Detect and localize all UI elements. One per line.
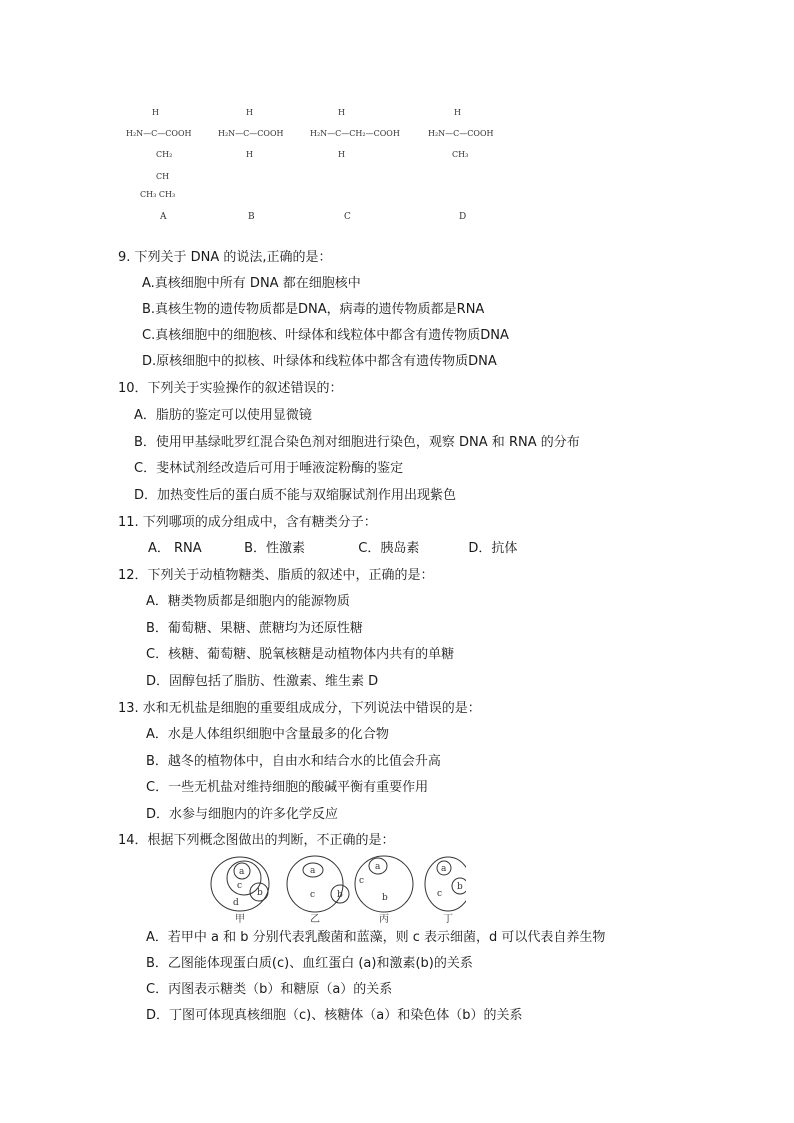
question-13-stem: 13. 水和无机盐是细胞的重要组成成分，下列说法中错误的是： — [118, 701, 481, 716]
structure-b-main: H₂N—C—COOH — [218, 129, 284, 138]
structure-a-label: A — [160, 212, 167, 222]
question-9-option-c: C.真核细胞中的细胞核、叶绿体和线粒体中都含有遗传物质DNA — [142, 328, 509, 343]
question-12-option-c: C．核糖、葡萄糖、脱氧核糖是动植物体内共有的单糖 — [146, 647, 455, 662]
question-14-option-b: B．乙图能体现蛋白质(c)、血红蛋白 (a)和激素(b)的关系 — [146, 956, 473, 971]
question-11-stem: 11. 下列哪项的成分组成中，含有糖类分子： — [118, 515, 377, 530]
diagram-yi-label-a: a — [310, 866, 316, 876]
question-9-option-b: B.真核生物的遗传物质都是DNA，病毒的遗传物质都是RNA — [142, 302, 485, 317]
diagram-bing-label-b: b — [382, 893, 388, 903]
concept-diagrams — [206, 852, 466, 924]
question-12-option-b: B．葡萄糖、果糖、蔗糖均为还原性糖 — [146, 621, 363, 636]
question-12-option-d: D．固醇包括了脂肪、性激素、维生素 D — [146, 674, 379, 689]
structure-d-main: H₂N—C—COOH — [428, 129, 494, 138]
structure-c-bottom: H — [338, 150, 345, 159]
diagram-jia-label-b: b — [257, 888, 263, 898]
question-14-option-d: D．丁图可体现真核细胞（c)、核糖体（a）和染色体（b）的关系 — [146, 1008, 523, 1023]
diagram-yi-label-c: c — [310, 890, 316, 900]
diagram-yi-outer-circle — [287, 856, 343, 912]
question-11-option-a: A． RNA — [148, 541, 202, 556]
structure-b-label: B — [248, 212, 255, 222]
diagram-jia-label-c: c — [237, 881, 243, 891]
diagram-jia-label-a: a — [239, 867, 245, 877]
question-12-stem: 12．下列关于动植物糖类、脂质的叙述中，正确的是： — [118, 568, 434, 583]
question-14-option-a: A．若甲中 a 和 b 分别代表乳酸菌和蓝藻，则 c 表示细菌，d 可以代表自养生物 — [146, 930, 606, 945]
structure-a-chain-2: CH — [156, 172, 170, 181]
structure-a-chain-1: CH₂ — [156, 150, 173, 159]
question-13-option-d: D．水参与细胞内的许多化学反应 — [146, 807, 339, 822]
diagram-ding-name: 丁 — [443, 914, 453, 924]
structure-a-chain-3: CH₃ CH₃ — [140, 190, 176, 199]
structure-d-bottom: CH₃ — [452, 150, 469, 159]
question-13-option-a: A．水是人体组织细胞中含量最多的化合物 — [146, 727, 389, 742]
diagram-yi-name: 乙 — [310, 914, 320, 924]
question-14-stem: 14．根据下列概念图做出的判断，不正确的是： — [118, 833, 395, 848]
diagram-ding-label-a: a — [441, 864, 447, 874]
question-10-stem: 10．下列关于实验操作的叙述错误的： — [118, 381, 343, 396]
diagram-ding-label-b: b — [457, 882, 463, 892]
structure-b-bottom: H — [246, 150, 253, 159]
diagram-bing-label-a: a — [375, 862, 381, 872]
structure-a-main: H₂N—C—COOH — [126, 129, 192, 138]
question-10-option-a: A．脂肪的鉴定可以使用显微镜 — [134, 408, 312, 423]
question-10-option-d: D．加热变性后的蛋白质不能与双缩脲试剂作用出现紫色 — [134, 488, 457, 503]
question-13-option-b: B．越冬的植物体中，自由水和结合水的比值会升高 — [146, 754, 441, 769]
diagram-bing-name: 丙 — [379, 914, 389, 924]
structure-b-top-h: H — [246, 108, 253, 117]
question-12-option-a: A．糖类物质都是细胞内的能源物质 — [146, 594, 350, 609]
structure-c-top-h: H — [338, 108, 345, 117]
diagram-jia-label-d: d — [233, 898, 239, 908]
question-14-option-c: C．丙图表示糖类（b）和糖原（a）的关系 — [146, 982, 393, 997]
structure-d-label: D — [459, 212, 467, 222]
question-10-option-b: B．使用甲基绿吡罗红混合染色剂对细胞进行染色，观察 DNA 和 RNA 的分布 — [134, 435, 580, 450]
question-11-options — [148, 541, 517, 557]
question-11-option-b: B．性激素 — [244, 541, 306, 556]
structure-d-top-h: H — [454, 108, 461, 117]
structure-c-label: C — [344, 212, 351, 222]
diagram-yi-label-b: b — [337, 890, 343, 900]
question-11-option-c: C．胰岛素 — [358, 541, 420, 556]
diagram-jia-name: 甲 — [235, 914, 245, 924]
question-9-option-d: D.原核细胞中的拟核、叶绿体和线粒体中都含有遗传物质DNA — [142, 354, 497, 369]
structure-a-top-h: H — [152, 108, 159, 117]
diagram-ding-label-c: c — [437, 889, 443, 899]
diagram-bing-label-c: c — [359, 876, 365, 886]
question-11-option-d: D．抗体 — [468, 541, 518, 556]
question-9-option-a: A.真核细胞中所有 DNA 都在细胞核中 — [142, 276, 361, 291]
question-13-option-c: C．一些无机盐对维持细胞的酸碱平衡有重要作用 — [146, 780, 429, 795]
question-9-stem: 9. 下列关于 DNA 的说法,正确的是： — [118, 250, 332, 265]
question-10-option-c: C．斐林试剂经改造后可用于唾液淀粉酶的鉴定 — [134, 461, 404, 476]
structure-c-main: H₂N—C—CH₂—COOH — [310, 129, 400, 138]
